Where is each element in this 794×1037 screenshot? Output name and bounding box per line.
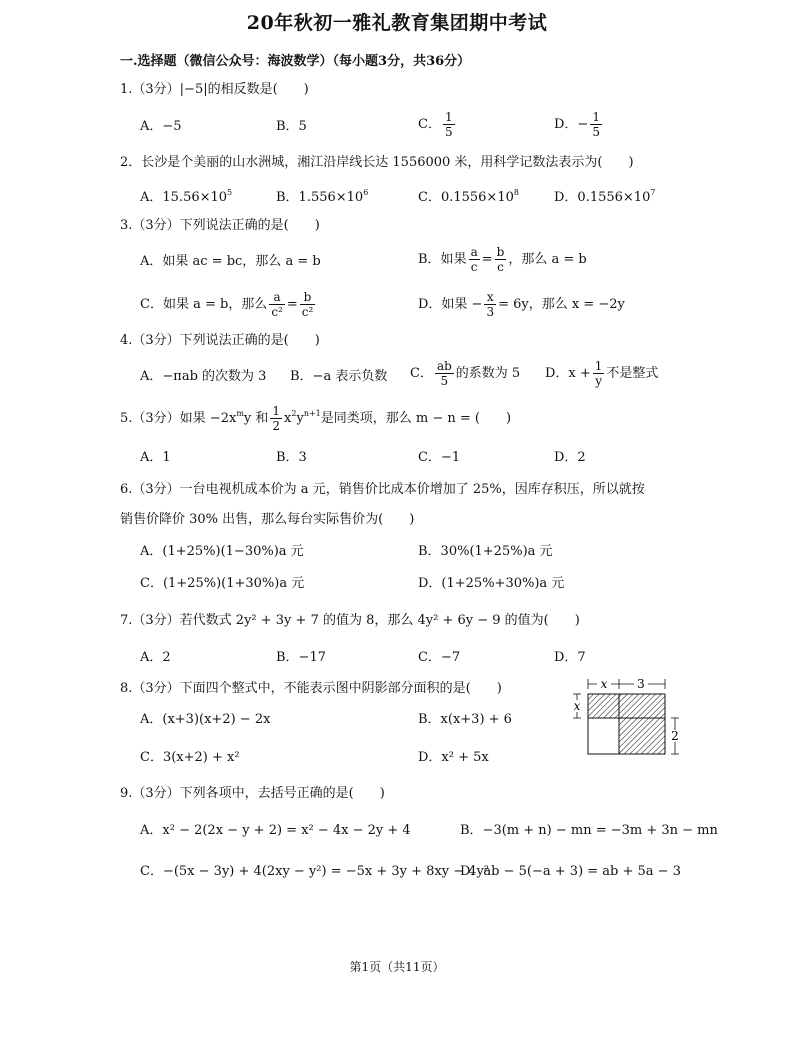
q1-option-a: A．−5 xyxy=(140,119,182,134)
fig-label-2: 2 xyxy=(671,729,679,743)
q8-option-b: B．x(x+3) + 6 xyxy=(418,712,512,727)
q7-option-d: D．7 xyxy=(554,650,586,665)
question-4: 4.（3分）下列说法正确的是( ) xyxy=(120,333,320,348)
question-9: 9.（3分）下列各项中，去括号正确的是( ) xyxy=(120,786,385,801)
question-8: 8.（3分）下面四个整式中，不能表示图中阴影部分面积的是( ) xyxy=(120,681,502,696)
question-1: 1.（3分）|−5|的相反数是( ) xyxy=(120,82,309,97)
q4-option-c: C． $\frac{ab}{5}$ 的系数为 5 xyxy=(410,359,521,388)
question-6-line-2: 销售价降价 30% 出售，那么每台实际售价为( ) xyxy=(120,512,415,527)
q8-option-d: D．x² + 5x xyxy=(418,750,489,765)
fig-blank-bottom-left xyxy=(588,718,619,754)
fig-label-3: 3 xyxy=(637,677,645,691)
q2-option-c: C．$0.1556\times 10^8$ xyxy=(418,188,519,205)
fig-label-x-left: x xyxy=(573,699,581,713)
q9-option-c: C．−(5x − 3y) + 4(2xy − y²) = −5x + 3y + 8xy − 4y² xyxy=(140,864,490,879)
q7-option-b: B．−17 xyxy=(276,650,326,665)
question-5: 5.（3分）如果 $-2x^my$ 和 $\frac{1}{2}$ $x^2y^{n+1}$是同类项，那么 m − n = ( ) xyxy=(120,404,512,433)
q9-option-b: B．−3(m + n) − mn = −3m + 3n − mn xyxy=(460,823,718,838)
q5-option-d: D．2 xyxy=(554,450,586,465)
q6-option-b: B．30%(1+25%)a 元 xyxy=(418,544,553,559)
q8-area-figure xyxy=(568,674,686,762)
q6-option-a: A．(1+25%)(1−30%)a 元 xyxy=(140,544,304,559)
question-2: 2．长沙是个美丽的山水洲城，湘江沿岸线长达 1556000 米，用科学记数法表示为( ) xyxy=(120,155,634,170)
q7-option-c: C．−7 xyxy=(418,650,461,665)
q1-option-c: C． $\frac{1}{5}$ xyxy=(418,110,453,139)
question-7: 7.（3分）若代数式 2y² + 3y + 7 的值为 8，那么 4y² + 6y − 9 的值为( ) xyxy=(120,613,580,628)
q3-option-c: C．如果 a = b，那么 $\frac{a}{\text{c²}}$ = $\frac{b}{\text{c²}}$ xyxy=(140,290,314,319)
q4-option-a: A．−πab 的次数为 3 xyxy=(140,369,267,384)
q6-option-c: C．(1+25%)(1+30%)a 元 xyxy=(140,576,305,591)
fig-shaded-top-left xyxy=(588,694,619,718)
q7-option-a: A．2 xyxy=(140,650,171,665)
q4-option-b: B．−a 表示负数 xyxy=(290,369,388,384)
q8-option-c: C．3(x+2) + x² xyxy=(140,750,240,765)
q3-option-a: A．如果 ac = bc，那么 a = b xyxy=(140,254,321,269)
fig-label-x-top: x xyxy=(600,677,608,691)
q6-option-d: D．(1+25%+30%)a 元 xyxy=(418,576,565,591)
question-3: 3.（3分）下列说法正确的是( ) xyxy=(120,218,320,233)
page-footer: 第1页（共11页） xyxy=(349,960,445,974)
q2-option-d: D．$0.1556\times 10^7$ xyxy=(554,188,656,205)
section-heading: 一.选择题（微信公众号：海波数学）（每小题3分，共36分） xyxy=(120,54,471,69)
fig-shaded-bottom-right xyxy=(619,718,665,754)
q2-option-b: B．$1.556\times 10^6$ xyxy=(276,188,369,205)
page-title: 20年秋初一雅礼教育集团期中考试 xyxy=(246,12,548,34)
q4-option-d: D．x + $\frac{1}{y}$ 不是整式 xyxy=(545,359,659,388)
q5-option-c: C．−1 xyxy=(418,450,461,465)
q9-option-d: D．ab − 5(−a + 3) = ab + 5a − 3 xyxy=(460,864,681,879)
q3-option-d: D．如果 − $\frac{x}{3}$ = 6y，那么 x = −2y xyxy=(418,290,625,319)
q3-option-b: B．如果 $\frac{a}{c}$ = $\frac{b}{c}$ ，那么 a = b xyxy=(418,245,587,274)
q5-option-a: A．1 xyxy=(140,450,171,465)
q1-option-b: B．5 xyxy=(276,119,307,134)
q5-option-b: B．3 xyxy=(276,450,307,465)
q8-option-a: A．(x+3)(x+2) − 2x xyxy=(140,712,271,727)
q1-option-d: D．− $\frac{1}{5}$ xyxy=(554,110,600,139)
q2-option-a: A．$15.56\times 10^5$ xyxy=(140,188,233,205)
fig-shaded-top-right xyxy=(619,694,665,718)
q9-option-a: A．x² − 2(2x − y + 2) = x² − 4x − 2y + 4 xyxy=(140,823,411,838)
question-6-line-1: 6.（3分）一台电视机成本价为 a 元，销售价比成本价增加了 25%，因库存积压，所以就按 xyxy=(120,482,645,497)
